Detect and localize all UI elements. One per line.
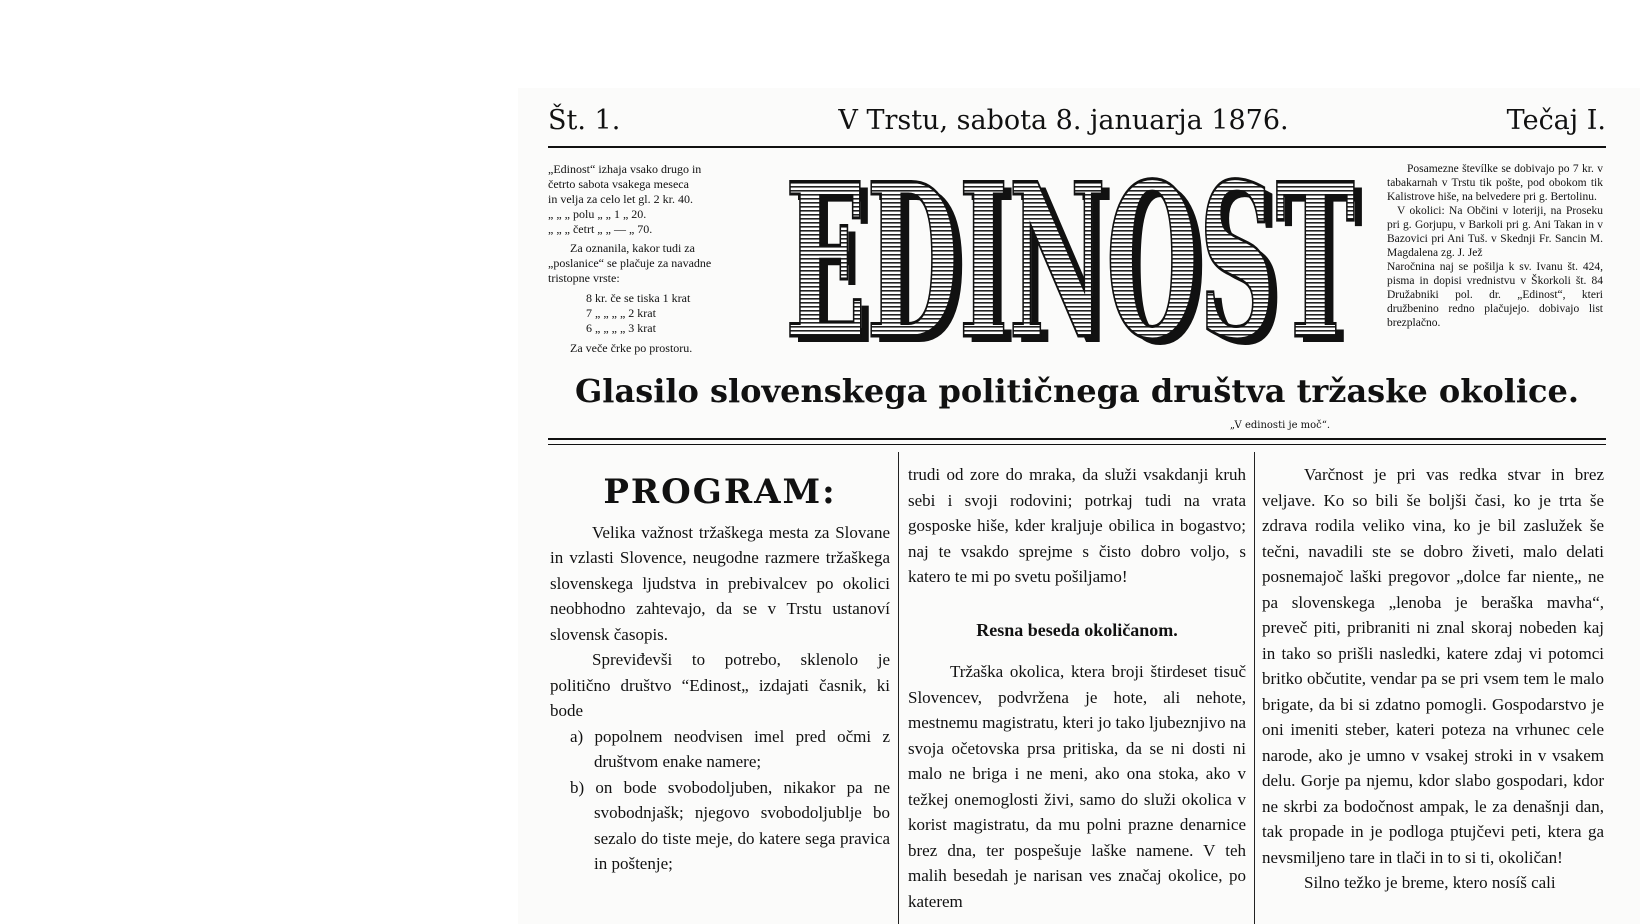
paragraph: trudi od zore do mraka, da služi vsakdanji kruh sebi i svoji rodovini; potrkaj tudi na vrata gosposke hiše, kder kraljuje obilica in bogastvo; naj te vsakdo sprejme s čisto dobro voljo, s katero te mi po svetu pošiljamo! [908,465,1246,586]
info-line: „Edinost“ izhaja vsako drugo in [548,162,702,176]
info-line: četrto sabota vsakega meseca [548,177,689,191]
info-line: Za veče črke po prostoru. [570,341,693,355]
info-paragraph: Posamezne števílke se dobivajo po 7 kr. v tabakarnah v Trstu tik pošte, pod obokom tik Kalistrove hiše, na belvedere pri g. Bertolinu. [1387,163,1603,203]
column-program [550,462,890,877]
paragraph: Silno težko je breme, ktero nosíš cali [1304,873,1556,892]
issue-number: Št. 1. [548,104,621,136]
rate-line: 6 „ „ „ „ 3 krat [586,321,656,335]
masthead-rule-top [548,438,1606,440]
distribution-info [1387,162,1603,330]
issue-header [548,98,1606,142]
place-date: V Trstu, sabota 8. januarja 1876. [838,104,1289,136]
column-article-continued [1262,462,1604,896]
paragraph: Velika važnost tržaškega mesta za Slovane in vzlasti Slovence, neugodne razmere tržaškega slovenskega ljudstva in prebivalcev po okolici neobhodno zahtevajo, da se v Trstu ustanoví slovensk časopis. [550,522,890,644]
info-line: „ „ „ četrt „ „ — „ 70. [548,222,653,236]
volume-label: Tečaj I. [1506,104,1606,136]
article-title: Resna beseda okoličanom. [976,619,1178,640]
masthead-shadow: EDINOST [793,170,1363,360]
info-line: in velja za celo let gl. 2 kr. 40. [548,192,693,206]
subtitle: Glasilo slovenskega političnega društva tržaske okolice. [574,372,1580,410]
column-divider [898,452,899,924]
column-divider [1254,452,1255,924]
header-rule [548,146,1606,148]
list-item: b) on bode svobodoljuben, nikakor pa ne svobodnjašk; njegovo svobodoljublje bo sezalo do tiste meje, do katere sega pravica in poštenje; [570,777,890,873]
paragraph: Varčnost je pri vas redka stvar in brez veljave. Ko so bili še boljši časi, ko je trta še zdrava rodila veliko vina, ko je bil zaslužek še tečni, navadili ste se dobro živeti, malo delati posnemajoč laški pregovor „dolce far niente„ ne pa slovenskega „lenoba je beraška mavha“, preveč piti, pribraniti ni znal skoraj nobeden kaj in tako so prišli nasledki, katere zdaj vi potomci britko občutite, vendar pa se pri vsem tem le malo brigate, da bi si zdatno pomogli. Gospodarstvo je oni imeniti steber, kateri poteza na vrhunec cele narode, ako je umno v vsakej stroki in v vsakem delu. Gorje pa njemu, kdor slabo gospodari, kdor ne skrbi za bodočnost ampak, le za denašnji dan, tak propade in je podloga ptujčevi peti, ktera ga nevsmiljeno tare in tlači in to si ti, okoličan! [1262,465,1604,867]
info-line: „ „ „ polu „ „ 1 „ 20. [548,207,647,221]
paragraph: Spreviđevši to potrebo, sklenolo je politično društvo “Edinost„ izdajati časnik, ki bode [550,650,890,720]
rate-line: 7 „ „ „ „ 2 krat [586,306,656,320]
subscription-info [548,162,760,356]
info-paragraph: Naročnina naj se pošilja k sv. Ivanu št. 424, pisma in dopisi vrednistvu v Škorkoli št. 84 Družabniki pol. dr. „Edinost“, kteri družbenino redno plačujejo. dobivajo list brezplačno. [1387,261,1603,329]
info-paragraph: V okolici: Na Občini v loteriji, na Proseku pri g. Gorjupu, v Barkoli pri g. Ani Takan in v Bazovici pri Ani Tuš. v Skednji Fr. Sancin M. Magdalena zg. J. Jež [1387,205,1603,259]
list-item: a) popolnem neodvisen imel pred očmi z društvom enake namere; [570,726,890,771]
masthead-logo [770,170,1370,360]
info-line: tristopne vrste: [548,271,620,285]
info-line: „poslanice“ se plačuje za navadne [548,256,712,270]
motto: „V edinosti je moč“. [1229,420,1331,431]
info-line: Za oznanila, kakor tudi za [570,241,695,255]
masthead-title: EDINOST [785,170,1355,360]
column-article [908,462,1246,914]
masthead-rule-bottom [548,444,1606,445]
paragraph: Tržaška okolica, ktera broji štirdeset tisuč Slovencev, podvržena je hote, ali nehote, mestnemu magistratu, kteri jo tako ljubeznjivo na svoja očetovska prsa pritiska, da se ni dosti ni malo ne briga i ne meni, ako ona stoka, ako v težkej onemoglosti živi, samo do služi okolica v korist magistratu, da mu polni prazne denarnice brez dna, ter pospešuje laške namene. V teh malih besedah je narisan ves značaj okolice, po katerem [908,662,1246,911]
rate-line: 8 kr. če se tiska 1 krat [586,291,691,305]
program-title: PROGRAM: [603,472,837,512]
